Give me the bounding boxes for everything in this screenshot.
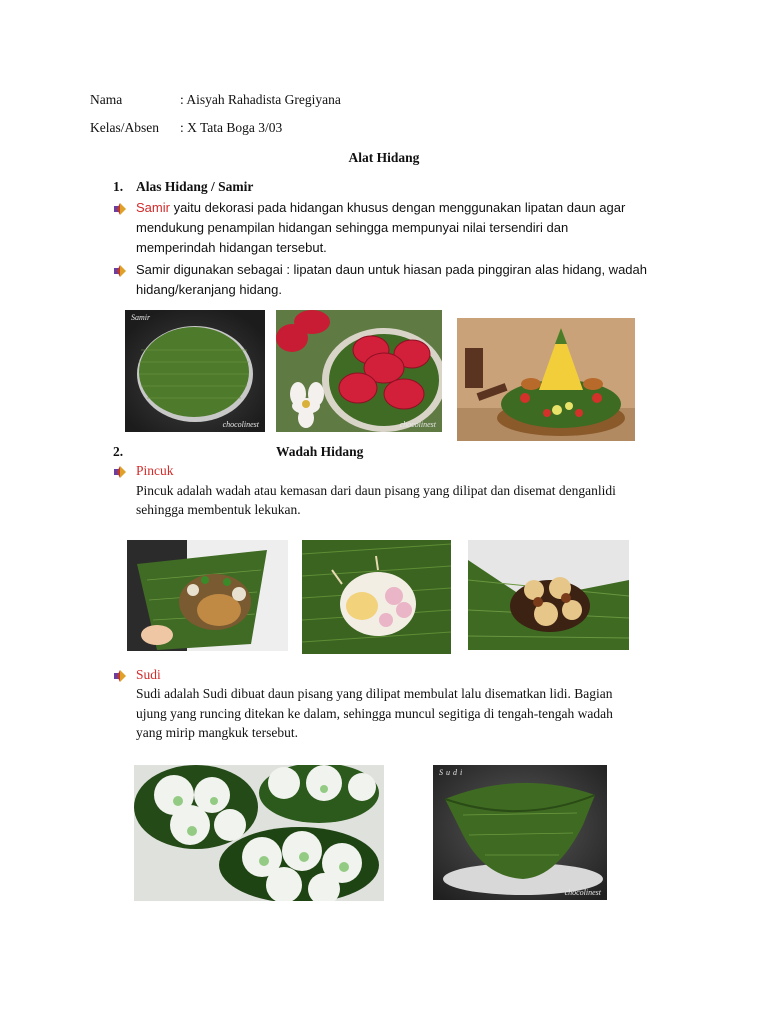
pincuk-desc-1: Pincuk adalah wadah atau kemasan dari daun pisang yang dilipat dan disemat denganlidi [136,483,616,498]
arrow-bullet-icon [114,203,126,215]
tumpeng-photo [457,318,635,441]
samir-leaf-plate-photo [125,310,265,432]
photo-caption: Samir [131,313,151,322]
sudi-leaf-bowl-photo [433,765,607,900]
sudi-desc-3: yang mirip mangkuk tersebut. [136,725,298,740]
samir-line-3: memperindah hidangan tersebut. [136,240,327,255]
section2-heading: Wadah Hidang [276,444,364,459]
photo-caption: Sudi [439,768,466,777]
sudi-term: Sudi [136,667,161,682]
samir-line-2: mendukung penampilan hidangan sehingga mempunyai nilai tersendiri dan [136,220,569,235]
pincuk-photo-3 [468,540,629,650]
arrow-bullet-icon [114,265,126,277]
red-cakes-on-leaf-photo [276,310,442,432]
class-label: Kelas/Absen [90,120,159,135]
pincuk-term: Pincuk [136,463,174,478]
sudi-desc-2: ujung yang runcing ditekan ke dalam, sehingga muncul segitiga di tengah-tengah wadah [136,706,613,721]
photo-watermark: chocolinest [399,420,436,429]
samir-term: Samir [136,200,170,215]
sudi-desc-1: Sudi adalah Sudi dibuat daun pisang yang dilipat membulat lalu disematkan lidi. Bagian [136,686,613,701]
pincuk-photo-2 [302,540,451,654]
photo-watermark: chocolinest [564,888,601,897]
arrow-bullet-icon [114,670,126,682]
name-value: : Aisyah Rahadista Gregiyana [180,92,341,107]
samir-use-line-1: Samir digunakan sebagai : lipatan daun untuk hiasan pada pinggiran alas hidang, wadah [136,262,647,277]
sudi-cakes-photo [134,765,384,901]
samir-desc-1: yaitu dekorasi pada hidangan khusus dengan menggunakan lipatan daun agar [169,200,626,215]
section2-number: 2. [113,444,124,459]
pincuk-desc-2: sehingga membentuk lekukan. [136,502,301,517]
samir-line-1 [136,198,625,218]
class-value: : X Tata Boga 3/03 [180,120,283,135]
photo-watermark: chocolinest [222,420,259,429]
pincuk-photo-1 [127,540,288,651]
arrow-bullet-icon [114,466,126,478]
section1-number: 1. [113,179,124,194]
samir-use-line-2: hidang/keranjang hidang. [136,282,283,297]
page-title: Alat Hidang [348,150,420,165]
name-label: Nama [90,92,123,107]
section1-heading: Alas Hidang / Samir [136,179,254,194]
